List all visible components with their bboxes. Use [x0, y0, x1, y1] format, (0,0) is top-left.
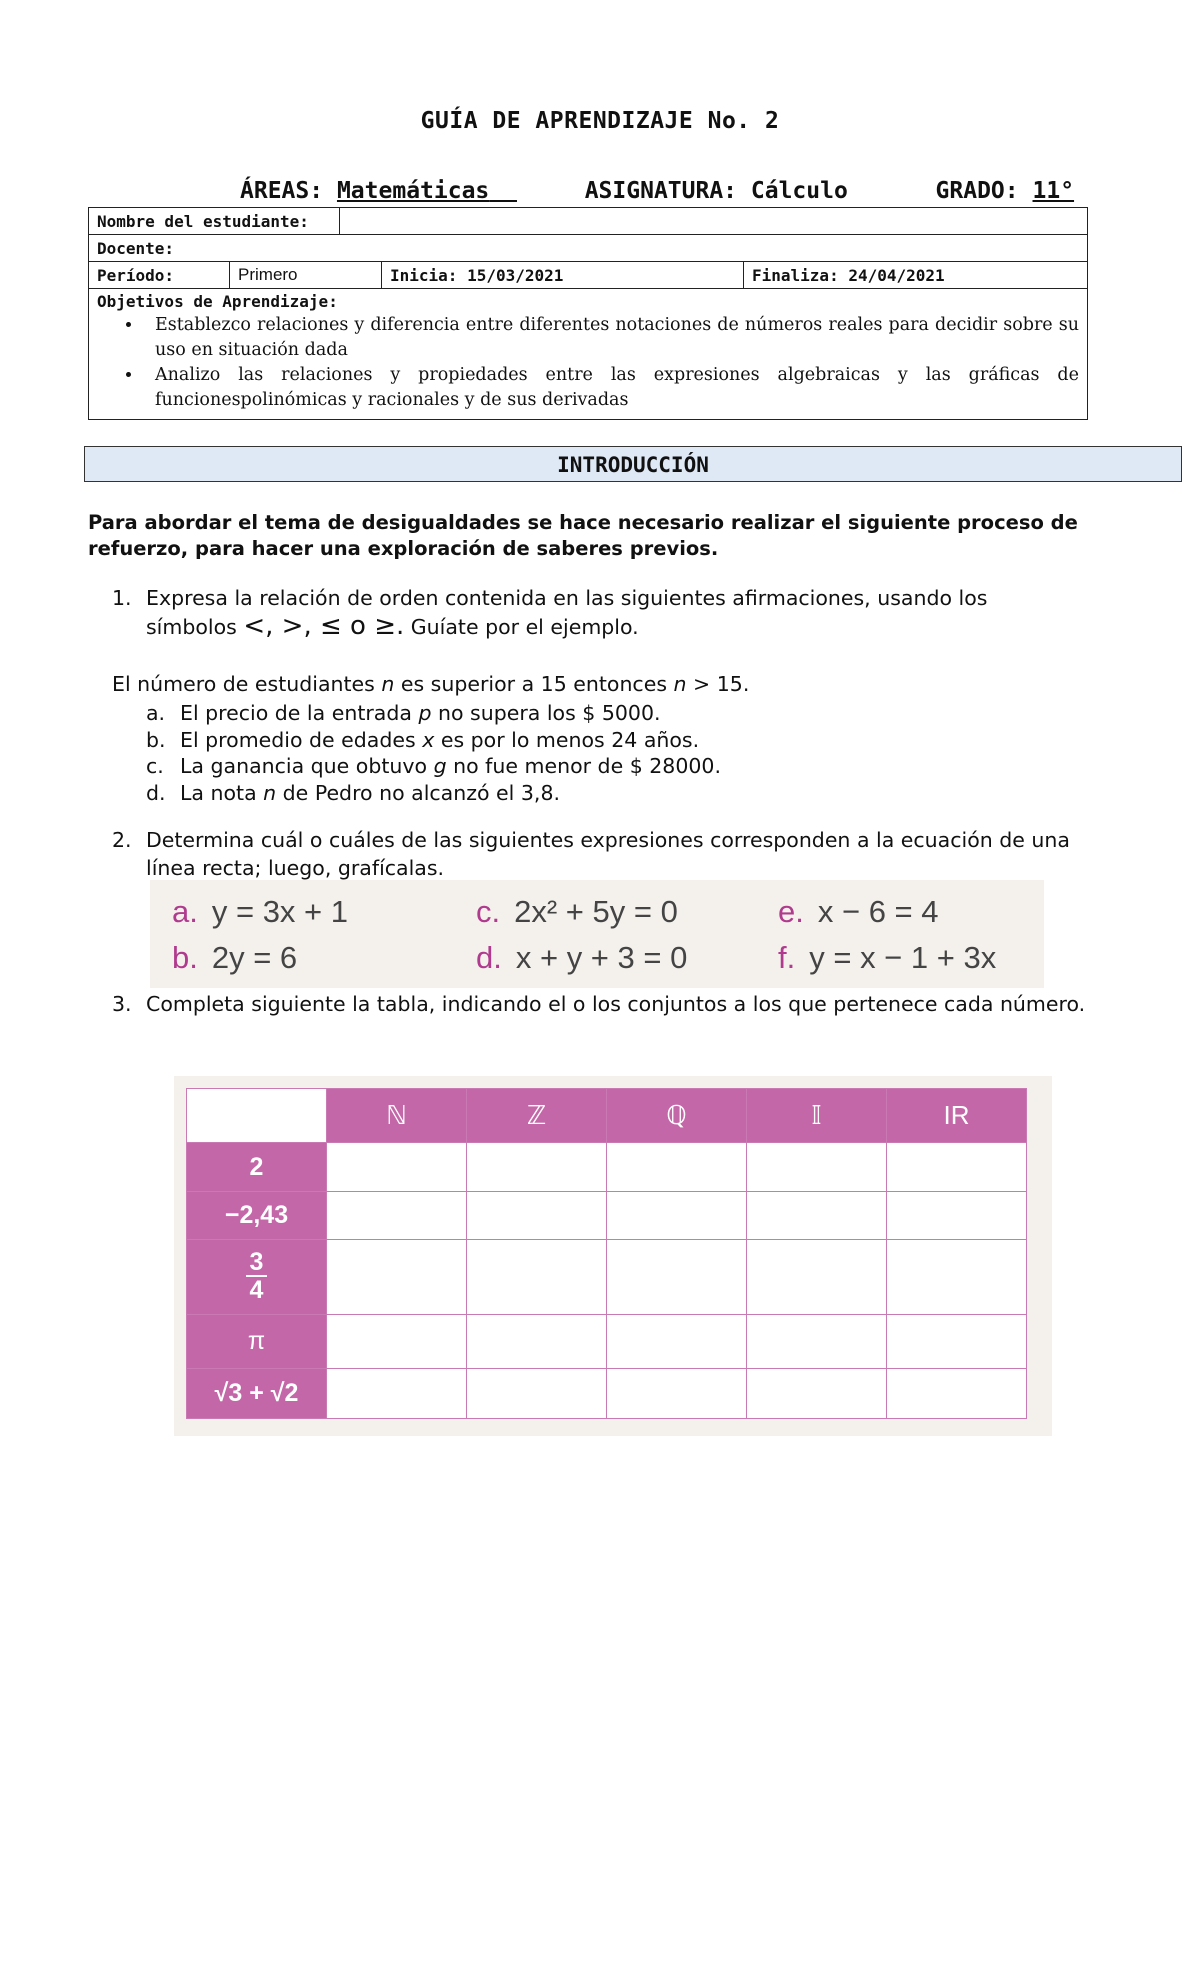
item-text: El promedio de edades: [180, 727, 423, 752]
item-text: La nota: [180, 780, 264, 805]
item-text: El precio de la entrada: [180, 701, 419, 725]
equation-label: d.: [476, 940, 502, 975]
equation-label: e.: [778, 894, 804, 929]
item-var: x: [422, 727, 435, 752]
objectives-label: Objetivos de Aprendizaje:: [97, 292, 338, 311]
end-date: Finaliza: 24/04/2021: [743, 262, 1087, 288]
table-row: [187, 1369, 1027, 1419]
equation-label: b.: [172, 940, 198, 975]
row-header: π: [187, 1315, 327, 1369]
question-text: Completa siguiente la tabla, indicando el o los conjuntos a los que pertenece cada número.: [146, 992, 1086, 1016]
question-number: 1.: [112, 586, 132, 610]
answer-cell[interactable]: [467, 1143, 607, 1192]
answer-cell[interactable]: [327, 1143, 467, 1192]
fraction-denominator: 4: [249, 1276, 264, 1304]
asignatura-value: Cálculo: [750, 178, 848, 204]
equation: [476, 940, 687, 976]
column-header-naturals: ℕ: [327, 1089, 467, 1143]
equation: [778, 940, 996, 976]
answer-cell[interactable]: [747, 1315, 887, 1369]
row-header: √3 + √2: [187, 1369, 327, 1419]
question-1: [112, 584, 1072, 641]
equation-expr: y = x − 1 + 3x: [809, 940, 997, 975]
answer-cell[interactable]: [887, 1192, 1027, 1240]
subject-header: [240, 178, 1074, 204]
question-text: Determina cuál o cuáles de las siguientes expresiones corresponden a la ecuación de una línea recta; luego, grafícalas.: [146, 828, 1070, 880]
equation-expr: x − 6 = 4: [817, 894, 939, 929]
answer-cell[interactable]: [607, 1240, 747, 1315]
intro-heading: INTRODUCCIÓN: [84, 446, 1182, 482]
period-label: Período:: [97, 265, 175, 285]
question-number: 3.: [112, 992, 132, 1016]
item-letter: b.: [146, 727, 166, 752]
grado-label: GRADO:: [935, 178, 1019, 204]
equation: [172, 894, 348, 930]
list-item: [146, 727, 721, 754]
column-header-integers: ℤ: [467, 1089, 607, 1143]
item-var: n: [263, 780, 277, 805]
answer-cell[interactable]: [747, 1143, 887, 1192]
equations-image: [150, 880, 1044, 988]
equation-expr: 2x² + 5y = 0: [514, 894, 678, 929]
objectives-list: [97, 313, 1079, 413]
intro-text: Para abordar el tema de desigualdades se hace necesario realizar el siguiente proceso de refuerzo, para hacer una exploración de saberes previos.: [88, 511, 1078, 560]
answer-cell[interactable]: [467, 1240, 607, 1315]
answer-cell[interactable]: [747, 1240, 887, 1315]
example-text: es superior a 15 entonces: [394, 672, 674, 696]
answer-cell[interactable]: [467, 1315, 607, 1369]
row-header: −2,43: [187, 1192, 327, 1240]
item-letter: a.: [146, 701, 166, 725]
fraction-numerator: 3: [246, 1249, 268, 1277]
answer-cell[interactable]: [327, 1315, 467, 1369]
student-label: Nombre del estudiante:: [97, 211, 309, 231]
teacher-label: Docente:: [97, 238, 175, 258]
answer-cell[interactable]: [607, 1369, 747, 1419]
question-2: [112, 826, 1092, 882]
answer-cell[interactable]: [887, 1369, 1027, 1419]
answer-cell[interactable]: [887, 1143, 1027, 1192]
answer-cell[interactable]: [467, 1369, 607, 1419]
objective-item: • Establezco relaciones y diferencia entre diferentes notaciones de números reales para decidir sobre su uso en situación dada: [143, 313, 1079, 363]
grado-value: 11°: [1032, 178, 1075, 204]
answer-cell[interactable]: [327, 1192, 467, 1240]
column-header-reals: IR: [887, 1089, 1027, 1143]
item-text: de Pedro no alcanzó el 3,8.: [276, 780, 561, 805]
document-title: GUÍA DE APRENDIZAJE No. 2: [420, 108, 780, 134]
equation-label: a.: [172, 894, 198, 929]
equation-label: c.: [476, 894, 501, 929]
list-item: [146, 780, 721, 807]
answer-cell[interactable]: [747, 1192, 887, 1240]
example-text: El número de estudiantes: [112, 672, 382, 696]
question-text-end: Guíate por el ejemplo.: [404, 615, 639, 639]
info-table: [88, 207, 1088, 420]
table-row: [187, 1315, 1027, 1369]
areas-label: ÁREAS:: [240, 178, 324, 204]
number-sets-table: [186, 1088, 1027, 1419]
equation: [172, 940, 297, 976]
item-text: no supera los $ 5000.: [431, 701, 661, 725]
answer-cell[interactable]: [607, 1143, 747, 1192]
objective-item: • Analizo las relaciones y propiedades entre las expresiones algebraicas y las gráficas de funcionespolinómicas y racionales y de sus derivadas: [143, 363, 1079, 413]
table-row: [187, 1192, 1027, 1240]
example-text: > 15.: [686, 672, 750, 696]
q1-items: [146, 700, 721, 806]
fraction: [246, 1249, 268, 1303]
period-value: Primero: [229, 262, 381, 288]
answer-cell[interactable]: [747, 1369, 887, 1419]
answer-cell[interactable]: [467, 1192, 607, 1240]
question-3: [112, 990, 1092, 1018]
equation-expr: 2y = 6: [211, 940, 298, 975]
equation-expr: y = 3x + 1: [211, 894, 348, 929]
equation: [778, 894, 939, 930]
start-date: Inicia: 15/03/2021: [381, 262, 743, 288]
example-var: n: [381, 672, 395, 696]
question-number: 2.: [112, 828, 132, 852]
item-letter: d.: [146, 780, 166, 805]
column-header-rationals: ℚ: [607, 1089, 747, 1143]
asignatura-label: ASIGNATURA:: [584, 178, 738, 204]
areas-value: Matemáticas: [336, 178, 490, 204]
example-var: n: [673, 672, 687, 696]
student-field[interactable]: [339, 208, 1087, 234]
answer-cell[interactable]: [327, 1369, 467, 1419]
row-header-fraction: [187, 1240, 327, 1315]
order-symbols: <, >, ≤ o ≥.: [243, 611, 405, 641]
column-header-irrationals: 𝕀: [747, 1089, 887, 1143]
item-var: g: [433, 754, 447, 778]
question-text: Expresa la relación de orden contenida en las siguientes afirmaciones, usando los símbolos: [146, 586, 988, 639]
table-row: [187, 1240, 1027, 1315]
item-text: La ganancia que obtuvo: [180, 754, 434, 778]
answer-cell[interactable]: [607, 1192, 747, 1240]
answer-cell[interactable]: [327, 1240, 467, 1315]
table-corner: [187, 1089, 327, 1143]
list-item: [146, 753, 721, 780]
list-item: [146, 700, 721, 727]
answer-cell[interactable]: [887, 1240, 1027, 1315]
equation-expr: x + y + 3 = 0: [515, 940, 688, 975]
row-header: 2: [187, 1143, 327, 1192]
item-text: es por lo menos 24 años.: [434, 727, 700, 752]
item-text: no fue menor de $ 28000.: [446, 754, 721, 778]
equation: [476, 894, 678, 930]
item-letter: c.: [146, 754, 164, 778]
equation-label: f.: [778, 940, 796, 975]
item-var: p: [418, 701, 432, 725]
number-sets-table-image: [174, 1076, 1052, 1436]
example-line: [112, 672, 749, 696]
answer-cell[interactable]: [887, 1315, 1027, 1369]
answer-cell[interactable]: [607, 1315, 747, 1369]
table-row: [187, 1143, 1027, 1192]
